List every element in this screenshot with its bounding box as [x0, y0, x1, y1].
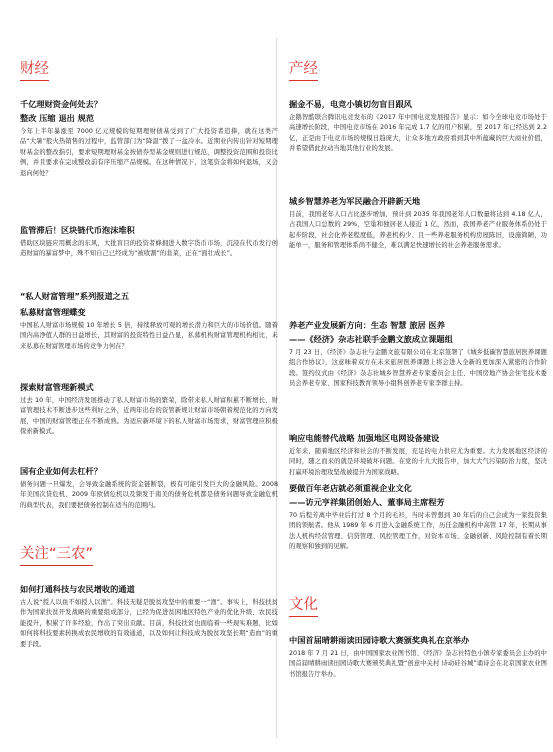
article-title[interactable]: 掘金不易，电竞小镇切勿盲目跟风 — [289, 99, 412, 109]
article-elderly-industry[interactable] — [289, 320, 547, 390]
article-blockchain[interactable] — [20, 225, 278, 260]
article-summary: 70 后程芳离中毕业后打过 8 个月的毛衫，当时未曾想到 30 年后的自己会成为一家投资集团的领航者。他从 1989 年 6 月进入金融系统工作，历任金融机构中高管 17 年，长期从事法人机构经营管理、信贷管理、风控管理工作，对资本市场、金融创新、风险控制有着长期的观察和独到的见解。 — [289, 512, 547, 551]
article-summary: 目前，我国老年人口占比逐步增加，预计到 2035 年我国老年人口数量将达到 4.18 亿人，占我国人口总数的 29%，空巢和独居老人接近 1 亿，然而，我国养老产业服务体系仍处于起步阶段，社会化养老程度低，养老机构少、且一些养老服务机构房屋陈旧，设施简陋，功能单一，服务和管理体系尚不健全，难以满足快速增长的社会养老服务需求。 — [289, 211, 547, 250]
left-column — [20, 0, 278, 752]
section-heading: 文化 — [289, 596, 318, 617]
article-summary: 7 月 23 日，《经济》杂志社与金鹏文旅有限公司在北京签署了《城乡低碳智慧旅居医养课题组合作协议》，这意味着双方在未来旅居医养课题上将会进入全新的更加深入紧密的合作阶段。签约仪式由《经济》杂志社城乡智慧养老专家委员会主任、中国房地产协会住宅技术委员会养老专家、国家科技教育领导小组科创养老专家李群主持。 — [289, 349, 547, 388]
article-title[interactable]: 如何打通科技与农民增收的通道 — [20, 584, 135, 594]
article-title[interactable]: 要做百年老店就必须重视企业文化 — [289, 483, 412, 493]
article-summary: 中国私人财富市场规模 10 年增长 5 倍，持续释放可观的增长潜力和巨大的市场价值。随着国内高净值人群的日益增长，其财富的投资特性日益凸显，私募机构财富管理机构相比，未来私募在财富管理市场的竞争力何在？ — [20, 322, 278, 350]
article-title[interactable]: 千亿理财资金何处去？ — [20, 99, 102, 109]
article-title[interactable]: 养老产业发展新方向：生态 智慧 旅居 医养 — [289, 320, 445, 330]
article-title[interactable]: 城乡智慧养老为军民融合开辟新天地 — [289, 196, 421, 206]
article-wealth-funds[interactable] — [20, 99, 278, 179]
article-subtitle: ——《经济》杂志社联手金鹏文旅成立课题组 — [289, 334, 453, 344]
article-title[interactable]: 中国首届晴耕雨读田园诗歌大赛颁奖典礼在京举办 — [289, 635, 470, 645]
article-esports-town[interactable] — [289, 99, 547, 155]
article-summary: 今年上半年暴涨至 7000 亿元规模的短期理财债基受到了广大投资者追捧，就在这类产品“大暑”般火热销售的过程中，监管部门为“降温”拨了一盆冷水。近期业内传出针对短期理财基金的整改指引，要求短期理财基金按债券型基金规则进行规范，调整投资范围和投资比例，并且要求在完成整改前有序压缩产品规模。在这种情况下，这笔资金将如何退场，又会退向何处？ — [20, 128, 278, 177]
article-new-model[interactable] — [20, 382, 278, 438]
section-heading: 财经 — [20, 60, 49, 81]
article-title[interactable]: “私人财富管理”系列报道之五 — [20, 291, 130, 301]
section-industry — [289, 58, 547, 81]
article-deleverage[interactable] — [20, 466, 278, 511]
article-subtitle: 整改 压缩 退出 规范 — [20, 113, 95, 123]
article-title[interactable]: 探索财富管理新模式 — [20, 382, 94, 392]
section-finance — [20, 58, 278, 81]
article-summary: 债务问题一旦爆发，会导致金融系统的资金链断裂，极有可能引发巨大的金融风险。2008 年美国次贷危机、2009 年欧债危机以及频发于南美的债务危机都是债务问题导致金融危机的典型代表，我们要把债务控制在适当的范围内。 — [20, 481, 278, 509]
article-private-wealth[interactable] — [20, 291, 278, 352]
article-summary: 2018 年 7 月 21 日，由中国国家农业图书馆、《经济》杂志社特色小镇专家委员会主办的中国首届晴耕雨读田园诗歌大赛颁奖典礼暨“创意中关村 诗动硅谷城”诵诗会在北京国家农业图书馆报告厅举办。 — [289, 650, 547, 678]
article-subtitle: ——访元亨祥集团创始人、董事局主席程芳 — [289, 497, 445, 507]
article-summary: 借助区块链应用概念的东风，大批盲目的投资者蜂拥进入数字货币市场，沉浸在代币发行创造财富的暴富梦中，殊不知自己已经成为“被收割”的韭菜，正在“面壮成长”。 — [20, 240, 278, 258]
article-title[interactable]: 国有企业如何去杠杆？ — [20, 466, 102, 476]
article-power-grid[interactable] — [289, 433, 547, 478]
article-corporate-culture[interactable] — [289, 483, 547, 553]
section-heading: 产经 — [289, 60, 318, 81]
article-summary: 企鹅智酷联合腾讯电竞发布的《2017 年中国电竞发展报告》显示：如今全球电竞市场处于高速增长阶段，中国电竞市场在 2016 年完成 1.7 亿的用户积累，至 2017 年已经达到 2.2 亿，正是由于电竞市场的规模日趋庞大，让众多地方政府看到其中所蕴藏的巨大商业价值，并希望借此拉动当地其他行业的发展。 — [289, 114, 547, 153]
article-summary: 过去 10 年，中国经济发展推动了私人财富市场的繁荣，除带来私人财富积累不断增长、财富管理技术不断进步这些利好之外，近两年出台的资管新规让财富市场朝着规范化的方向发展，中国的财富管理正在不断成熟。为适应新环境下的私人财富市场需求，财富管理应积极探索新模式。 — [20, 397, 278, 436]
article-summary: 古人说“授人以鱼不如授人以渔”。科技无疑是脱贫攻坚中的重要一“渔”。事实上，科技扶贫作为国家扶贫开发战略的重要组成部分，已经为促进贫困地区特色产业的优化升级、农民技能提升，积累了许多经验，作出了突出贡献。目前，科技扶贫也面临着一些现实难题，比如如何将科技要素转换成农民增收的有效通道，以及如何让科技成为脱贫攻坚长期“造血”的重要手段。 — [20, 599, 278, 648]
article-tech-farmers[interactable] — [20, 584, 278, 650]
article-subtitle: 私募财富管理蝶变 — [20, 307, 86, 317]
section-heading: 关注“三农” — [20, 545, 93, 566]
article-title[interactable]: 监管滞后！区块链代币泡沫堆积 — [20, 225, 135, 235]
section-agriculture — [20, 543, 278, 566]
right-column — [289, 0, 547, 752]
article-title[interactable]: 响应电能替代战略 加强地区电网设备建设 — [289, 433, 440, 443]
article-poetry-contest[interactable] — [289, 635, 547, 680]
article-smart-elderly-care[interactable] — [289, 196, 547, 252]
article-summary: 近年来，随着地区经济和社会的不断发展，充足的电力供应尤为重要。大力发展地区经济的同时，随之而来的就是环境破坏问题。在党的十九大报告中，加大大气污染防治力度，坚决打赢环境治理攻坚战被提升为国家战略。 — [289, 448, 547, 476]
section-culture — [289, 594, 547, 617]
